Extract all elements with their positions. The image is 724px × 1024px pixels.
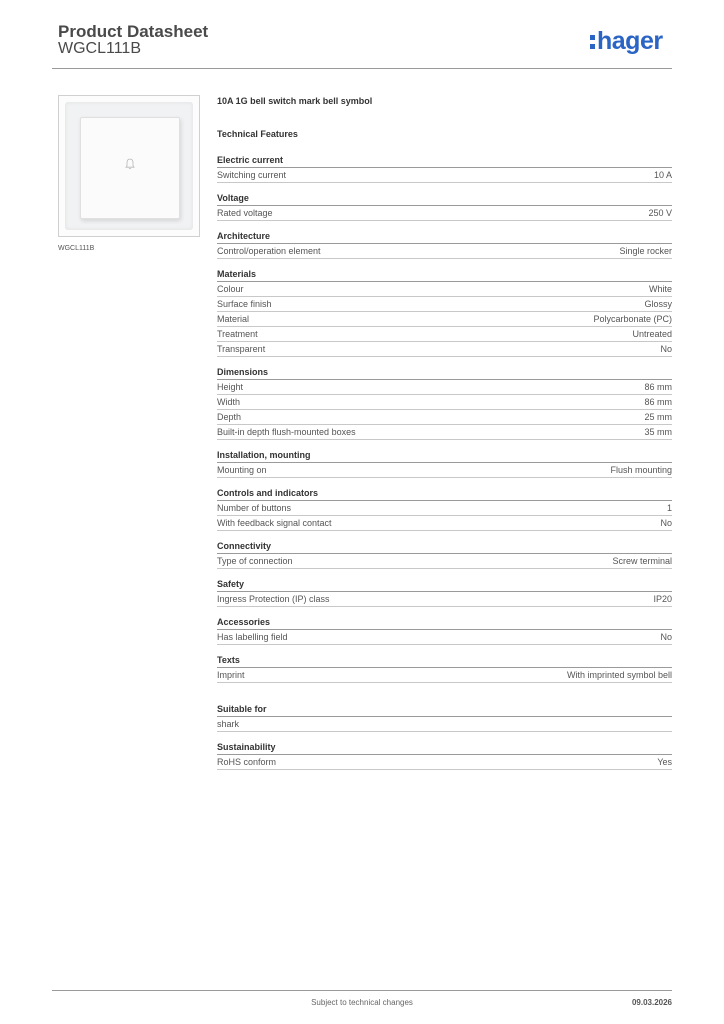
spec-value: Untreated — [632, 329, 672, 339]
spec-label: Material — [217, 314, 250, 324]
spec-value: No — [660, 632, 672, 642]
spec-label: Built-in depth flush-mounted boxes — [217, 427, 356, 437]
spec-value: Flush mounting — [610, 465, 672, 475]
spec-label: Rated voltage — [217, 208, 273, 218]
spec-label: Height — [217, 382, 244, 392]
spec-label: With feedback signal contact — [217, 518, 332, 528]
spec-value: Polycarbonate (PC) — [593, 314, 672, 324]
spec-row — [217, 516, 672, 531]
spec-row — [217, 463, 672, 478]
section-heading: Installation, mounting — [217, 449, 672, 463]
spec-section — [217, 192, 672, 221]
spec-value: 35 mm — [644, 427, 672, 437]
footer-note: Subject to technical changes — [311, 998, 413, 1007]
spec-label: Depth — [217, 412, 242, 422]
section-heading: Materials — [217, 268, 672, 282]
spec-label: Imprint — [217, 670, 245, 680]
spec-row — [217, 327, 672, 342]
bell-icon — [125, 158, 135, 170]
section-heading: Dimensions — [217, 366, 672, 380]
section-heading: Electric current — [217, 154, 672, 168]
spec-label: Mounting on — [217, 465, 267, 475]
spec-label: Colour — [217, 284, 244, 294]
spec-value: 86 mm — [644, 397, 672, 407]
section-heading: Suitable for — [217, 703, 672, 717]
product-image — [58, 95, 200, 237]
spec-value: 250 V — [648, 208, 672, 218]
spec-row — [217, 312, 672, 327]
spec-value: 86 mm — [644, 382, 672, 392]
section-heading: Voltage — [217, 192, 672, 206]
spec-label: Transparent — [217, 344, 266, 354]
spec-row — [217, 592, 672, 607]
spec-label: Control/operation element — [217, 246, 321, 256]
spec-row — [217, 630, 672, 645]
spec-value: No — [660, 344, 672, 354]
spec-value: Single rocker — [619, 246, 672, 256]
technical-features-heading: Technical Features — [217, 129, 298, 139]
spec-row — [217, 554, 672, 569]
spec-section — [217, 230, 672, 259]
section-heading: Architecture — [217, 230, 672, 244]
spec-label: Has labelling field — [217, 632, 288, 642]
spec-sections — [217, 154, 672, 683]
section-heading: Texts — [217, 654, 672, 668]
spec-value: IP20 — [653, 594, 672, 604]
logo-text: hager — [597, 27, 663, 55]
spec-label: Width — [217, 397, 241, 407]
spec-row — [217, 395, 672, 410]
footer-divider — [52, 990, 672, 991]
spec-label: Surface finish — [217, 299, 272, 309]
footer-date: 09.03.2026 — [631, 998, 672, 1007]
spec-value: Glossy — [644, 299, 672, 309]
spec-label: RoHS conform — [217, 757, 277, 767]
spec-row — [217, 755, 672, 770]
spec-row — [217, 717, 672, 732]
spec-row — [217, 342, 672, 357]
switch-plate — [65, 102, 193, 230]
spec-label: Treatment — [217, 329, 258, 339]
section-heading: Safety — [217, 578, 672, 592]
spec-value: White — [648, 284, 672, 294]
spec-row — [217, 501, 672, 516]
spec-row — [217, 380, 672, 395]
product-title: 10A 1G bell switch mark bell symbol — [217, 96, 373, 106]
image-caption: WGCL111B — [58, 245, 95, 252]
spec-row — [217, 168, 672, 183]
spec-value: 10 A — [653, 170, 672, 180]
spec-value: 25 mm — [644, 412, 672, 422]
spec-value: Screw terminal — [612, 556, 672, 566]
header-divider — [52, 68, 672, 69]
spec-row — [217, 244, 672, 259]
extra-sections — [217, 703, 672, 770]
hager-logo — [590, 27, 663, 55]
spec-section — [217, 654, 672, 683]
section-heading: Controls and indicators — [217, 487, 672, 501]
spec-row — [217, 425, 672, 440]
spec-value: Yes — [657, 757, 672, 767]
spec-section — [217, 487, 672, 531]
spec-value: With imprinted symbol bell — [566, 670, 672, 680]
spec-section — [217, 154, 672, 183]
spec-label: Switching current — [217, 170, 287, 180]
spec-section — [217, 616, 672, 645]
section-heading: Connectivity — [217, 540, 672, 554]
spec-row — [217, 282, 672, 297]
section-heading: Accessories — [217, 616, 672, 630]
product-code: WGCL111B — [58, 40, 141, 57]
spec-row — [217, 206, 672, 221]
spec-section — [217, 268, 672, 357]
spec-section — [217, 578, 672, 607]
spec-section — [217, 366, 672, 440]
spec-label: Number of buttons — [217, 503, 292, 513]
spec-content — [217, 94, 672, 779]
page-title: Product Datasheet — [58, 22, 209, 41]
switch-rocker — [80, 117, 180, 219]
spec-label: Type of connection — [217, 556, 293, 566]
spec-section — [217, 703, 672, 732]
spec-value: 1 — [666, 503, 672, 513]
spec-section — [217, 741, 672, 770]
spec-section — [217, 540, 672, 569]
spec-row — [217, 297, 672, 312]
spec-row — [217, 410, 672, 425]
spec-label: shark — [217, 719, 240, 729]
spec-section — [217, 449, 672, 478]
spec-label: Ingress Protection (IP) class — [217, 594, 330, 604]
section-heading: Sustainability — [217, 741, 672, 755]
spec-value: No — [660, 518, 672, 528]
spec-row — [217, 668, 672, 683]
